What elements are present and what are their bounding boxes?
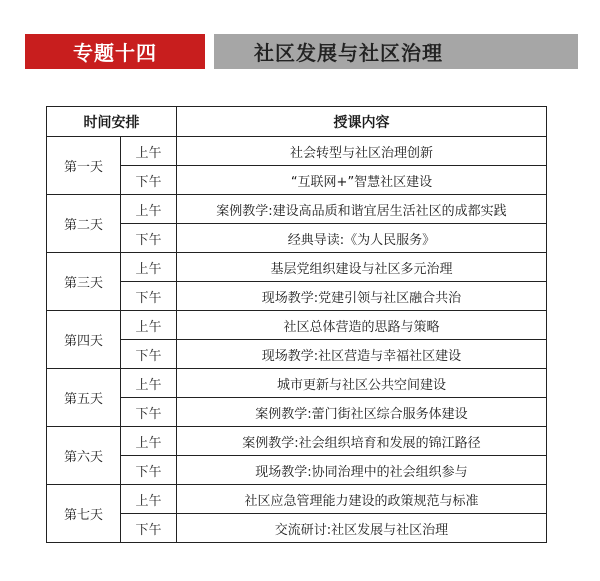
table-row: [47, 427, 547, 456]
course-schedule-table: [46, 106, 547, 543]
table-row: [47, 253, 547, 282]
content-cell: 基层党组织建设与社区多元治理: [177, 253, 547, 282]
header-schedule: 时间安排: [47, 107, 177, 137]
content-cell: 社区应急管理能力建设的政策规范与标准: [177, 485, 547, 514]
day-cell: 第三天: [47, 253, 121, 311]
day-cell: 第六天: [47, 427, 121, 485]
table-row: [47, 369, 547, 398]
content-cell: 案例教学:蕾门街社区综合服务体建设: [177, 398, 547, 427]
day-cell: 第四天: [47, 311, 121, 369]
table-row: [47, 398, 547, 427]
slot-cell: 上午: [121, 253, 177, 282]
table-row: [47, 224, 547, 253]
topic-title: 社区发展与社区治理: [254, 41, 443, 65]
content-cell: 案例教学:社会组织培育和发展的锦江路径: [177, 427, 547, 456]
slot-cell: 上午: [121, 369, 177, 398]
slot-cell: 下午: [121, 166, 177, 195]
slot-cell: 下午: [121, 224, 177, 253]
slot-cell: 上午: [121, 195, 177, 224]
slot-cell: 上午: [121, 311, 177, 340]
table-header-row: [47, 107, 547, 137]
content-cell: 经典导读:《为人民服务》: [177, 224, 547, 253]
table-row: [47, 166, 547, 195]
slot-cell: 下午: [121, 398, 177, 427]
topic-number-banner: [25, 34, 205, 69]
content-cell: “互联网+”智慧社区建设: [177, 166, 547, 195]
content-cell: 现场教学:党建引领与社区融合共治: [177, 282, 547, 311]
slot-cell: 上午: [121, 485, 177, 514]
day-cell: 第七天: [47, 485, 121, 543]
slot-cell: 下午: [121, 282, 177, 311]
table-row: [47, 137, 547, 166]
slot-cell: 上午: [121, 137, 177, 166]
content-cell: 交流研讨:社区发展与社区治理: [177, 514, 547, 543]
table-row: [47, 485, 547, 514]
day-cell: 第五天: [47, 369, 121, 427]
slot-cell: 上午: [121, 427, 177, 456]
topic-title-banner: [214, 34, 578, 69]
content-cell: 社区总体营造的思路与策略: [177, 311, 547, 340]
slot-cell: 下午: [121, 514, 177, 543]
table-row: [47, 311, 547, 340]
topic-number: 专题十四: [73, 41, 157, 65]
table-row: [47, 456, 547, 485]
content-cell: 案例教学:建设高品质和谐宜居生活社区的成都实践: [177, 195, 547, 224]
content-cell: 城市更新与社区公共空间建设: [177, 369, 547, 398]
header-content: 授课内容: [177, 107, 547, 137]
day-cell: 第一天: [47, 137, 121, 195]
content-cell: 社会转型与社区治理创新: [177, 137, 547, 166]
table-row: [47, 282, 547, 311]
table-row: [47, 514, 547, 543]
slot-cell: 下午: [121, 456, 177, 485]
table-row: [47, 195, 547, 224]
table-row: [47, 340, 547, 369]
slot-cell: 下午: [121, 340, 177, 369]
day-cell: 第二天: [47, 195, 121, 253]
content-cell: 现场教学:社区营造与幸福社区建设: [177, 340, 547, 369]
content-cell: 现场教学:协同治理中的社会组织参与: [177, 456, 547, 485]
